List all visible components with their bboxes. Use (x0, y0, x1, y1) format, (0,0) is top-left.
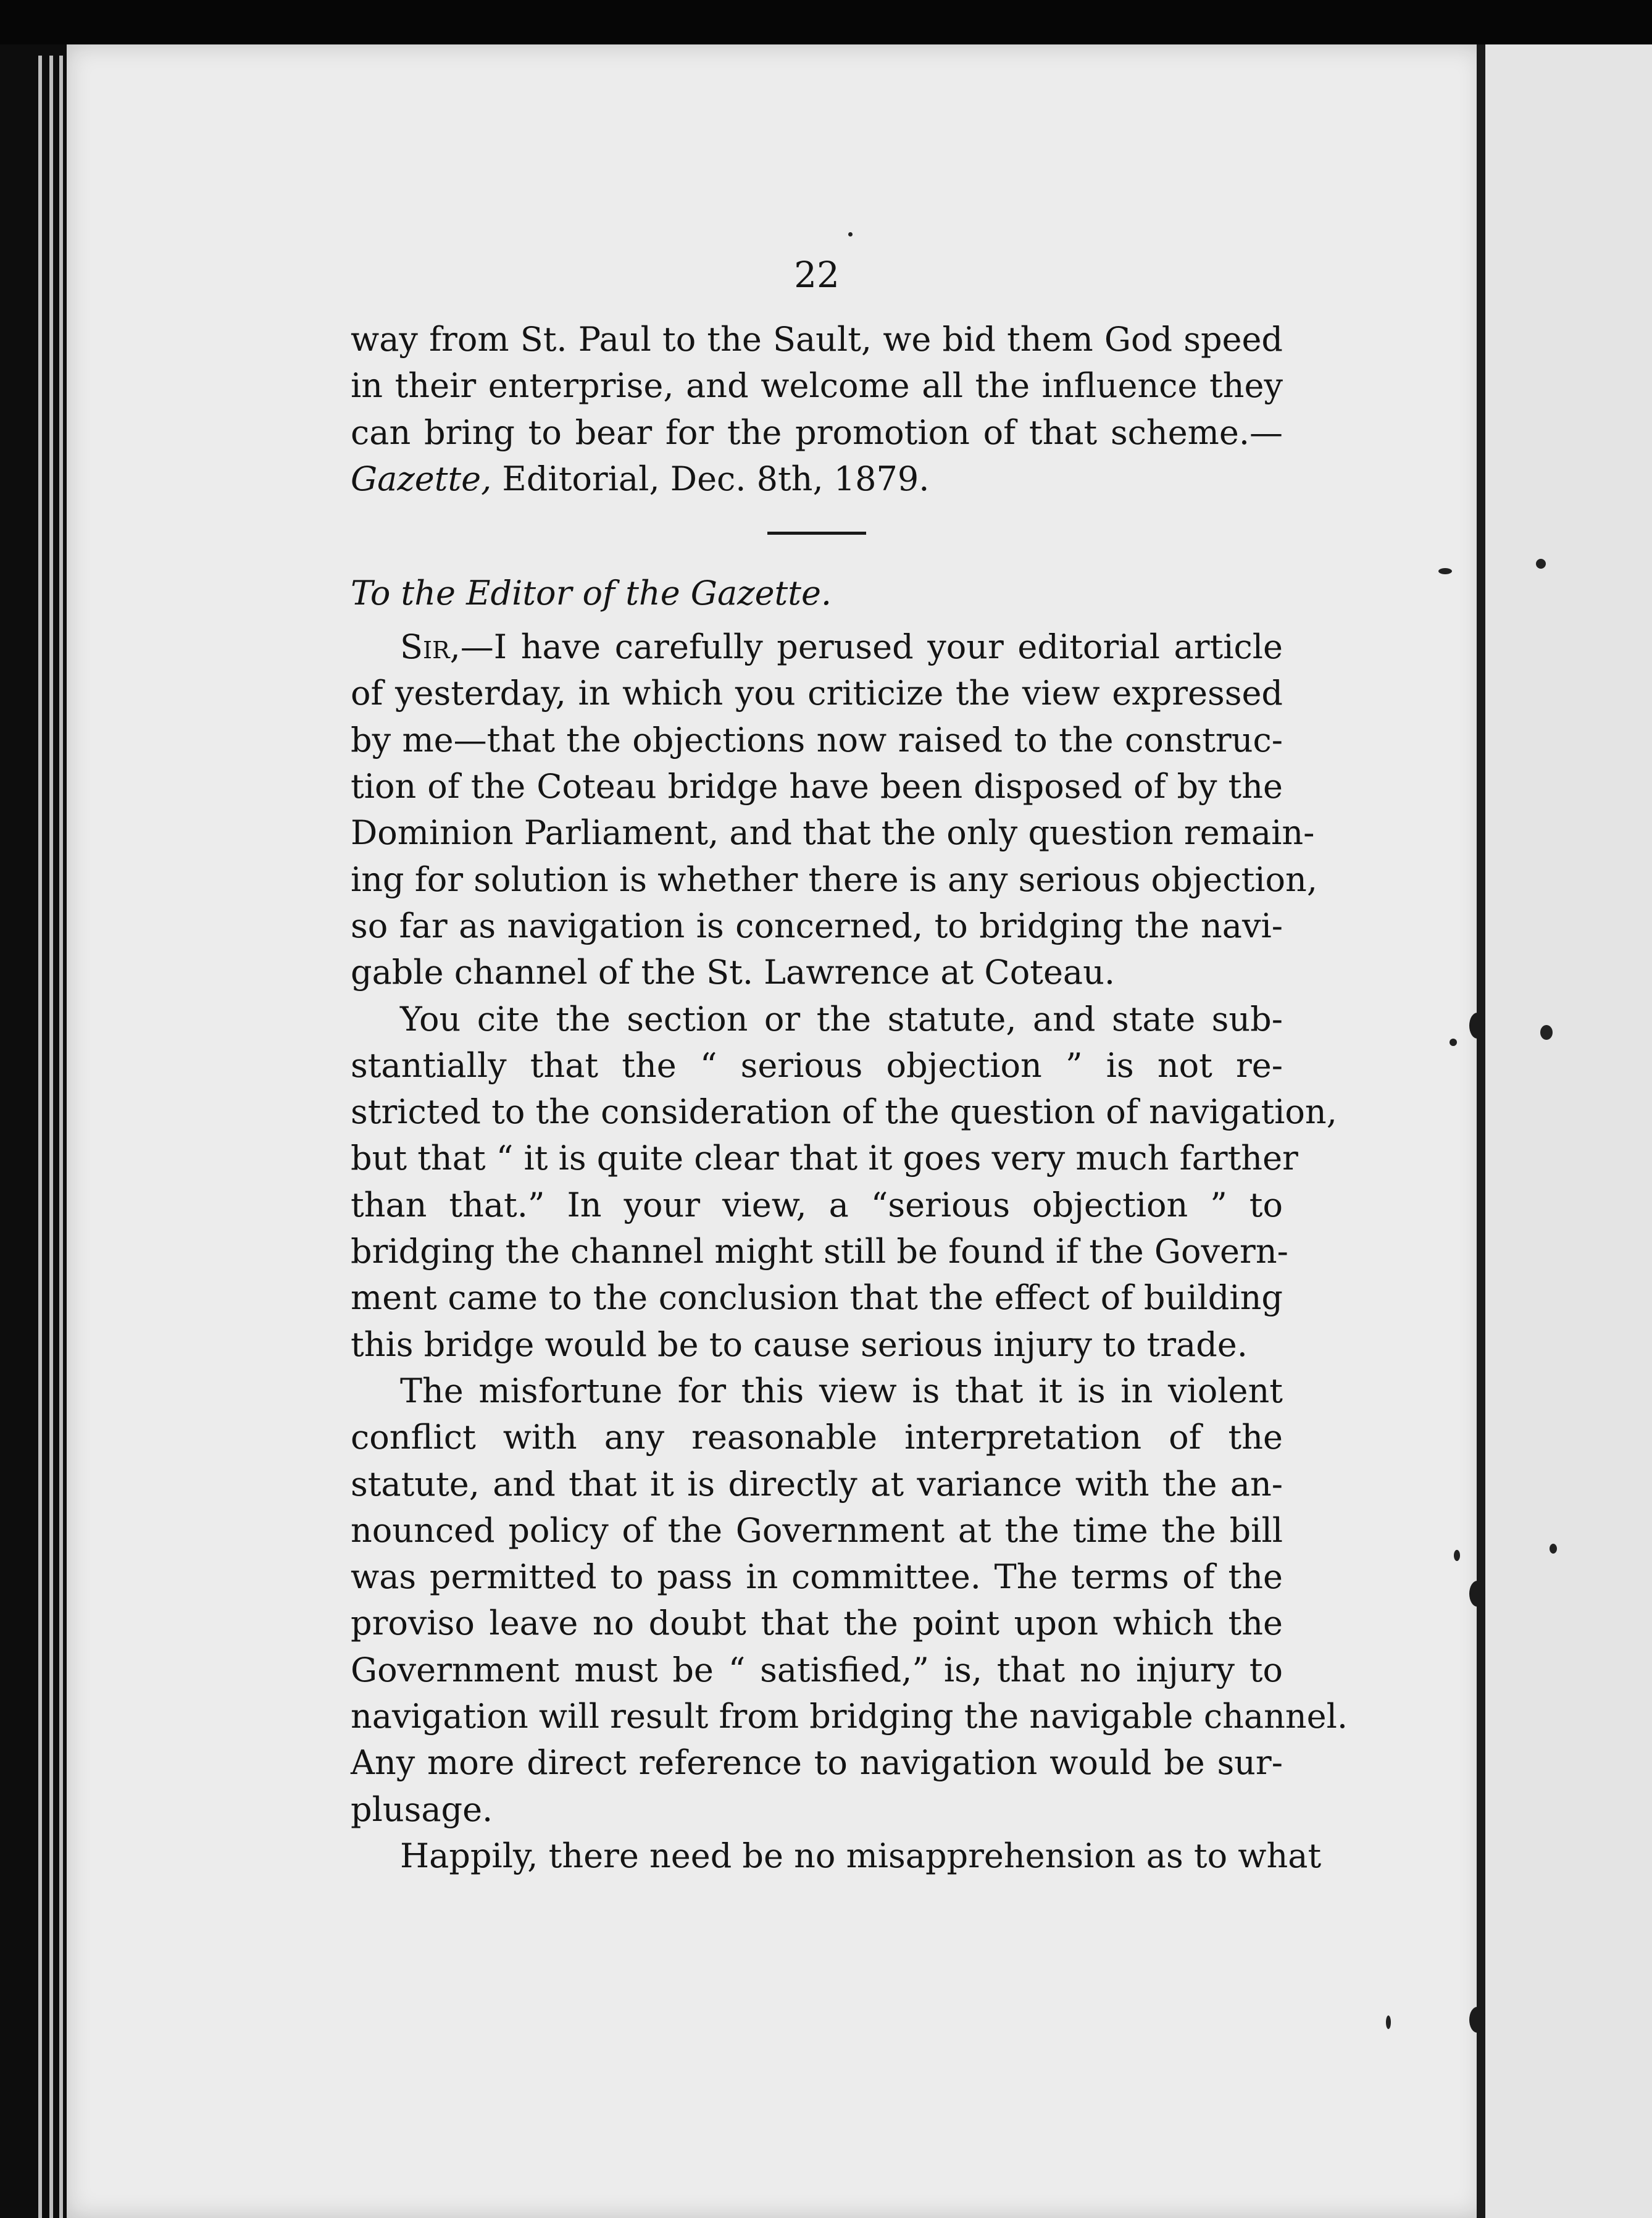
text-line: of yesterday, in which you criticize the view expressed (351, 674, 1283, 713)
text-line: ing for solution is whether there is any serious objection, (351, 860, 1317, 899)
source-details: Editorial, Dec. 8th, 1879. (491, 459, 930, 498)
scan-speck (1438, 568, 1452, 574)
text-line: was permitted to pass in committee. The terms of the (351, 1557, 1283, 1597)
section-divider (767, 532, 866, 535)
text-line: stricted to the consideration of the question of navigation, (351, 1092, 1337, 1132)
text-line: The misfortune for this view is that it is in violent (400, 1371, 1283, 1410)
scan-speck (1550, 1544, 1557, 1554)
text-line (351, 624, 1283, 670)
text-line: gable channel of the St. Lawrence at Coteau. (351, 953, 1116, 992)
page-text (351, 247, 1348, 1879)
text-line: way from St. Paul to the Sault, we bid them God speed (351, 320, 1283, 359)
text-line: Government must be “ satisfied,” is, that no injury to (351, 1650, 1283, 1689)
stacked-page-edge (59, 56, 63, 2218)
scan-speck (1536, 559, 1546, 569)
letter-address-text: To the Editor of the Gazette. (351, 574, 832, 613)
salutation: Sir, (400, 627, 461, 667)
text-line: in their enterprise, and welcome all the influence they (351, 366, 1283, 406)
stacked-page-edge (49, 56, 53, 2218)
paragraph-4 (351, 1833, 1322, 1879)
page-number: 22 (794, 254, 840, 296)
scan-speck (1386, 2015, 1391, 2029)
letter-address (351, 569, 1283, 617)
text-line: bridging the channel might still be found if the Govern- (351, 1232, 1288, 1271)
text-line: Any more direct reference to navigation would be sur- (351, 1743, 1283, 1783)
paragraph-2 (351, 996, 1337, 1368)
text-line: tion of the Coteau bridge have been disposed of by the (351, 767, 1283, 806)
text-line: this bridge would be to cause serious injury to trade. (351, 1325, 1248, 1364)
scan-speck (848, 232, 853, 236)
text-line: You cite the section or the statute, and state sub- (400, 999, 1283, 1039)
paragraph-1 (351, 624, 1317, 995)
spine-stitch (1469, 2007, 1485, 2033)
scan-speck (1540, 1025, 1553, 1040)
text-line: but that “ it is quite clear that it goes very much farther (351, 1139, 1298, 1178)
quote-source (351, 456, 1283, 502)
spine-stitch (1469, 1013, 1485, 1039)
text-line: Happily, there need be no misapprehension as to what (400, 1836, 1322, 1875)
text-line: statute, and that it is directly at variance with the an- (351, 1464, 1283, 1504)
spine-stitch (1469, 1581, 1485, 1607)
text-line: by me—that the objections now raised to the construc- (351, 720, 1283, 760)
text-line: ment came to the conclusion that the effect of building (351, 1278, 1283, 1318)
text-line: proviso leave no doubt that the point upon which the (351, 1604, 1283, 1643)
paragraph-3 (351, 1368, 1348, 1833)
text-line: nounced policy of the Government at the time the bill (351, 1510, 1283, 1550)
text-line: Dominion Parliament, and that the only question remain- (351, 813, 1315, 853)
text-line: stantially that the “ serious objection ” is not re- (351, 1045, 1283, 1085)
text-line: so far as navigation is concerned, to bridging the navi- (351, 906, 1283, 945)
stacked-page-edge (38, 56, 42, 2218)
text-line: navigation will result from bridging the navigable channel. (351, 1697, 1348, 1736)
text-line: can bring to bear for the promotion of that scheme.— (351, 412, 1283, 452)
source-publication: Gazette, (351, 459, 492, 498)
text-line: plusage. (351, 1789, 493, 1829)
scan-speck (1454, 1550, 1460, 1561)
scan-speck (1450, 1039, 1457, 1046)
facing-page-strip (1483, 44, 1652, 2218)
quoted-editorial (351, 316, 1283, 502)
book-spine (1477, 44, 1485, 2218)
scan-top-border (0, 0, 1652, 44)
text-line-rest: —I have carefully perused your editorial article (460, 627, 1283, 667)
text-line: conflict with any reasonable interpretation of the (351, 1418, 1283, 1457)
text-line: than that.” In your view, a “serious objection ” to (351, 1185, 1283, 1224)
